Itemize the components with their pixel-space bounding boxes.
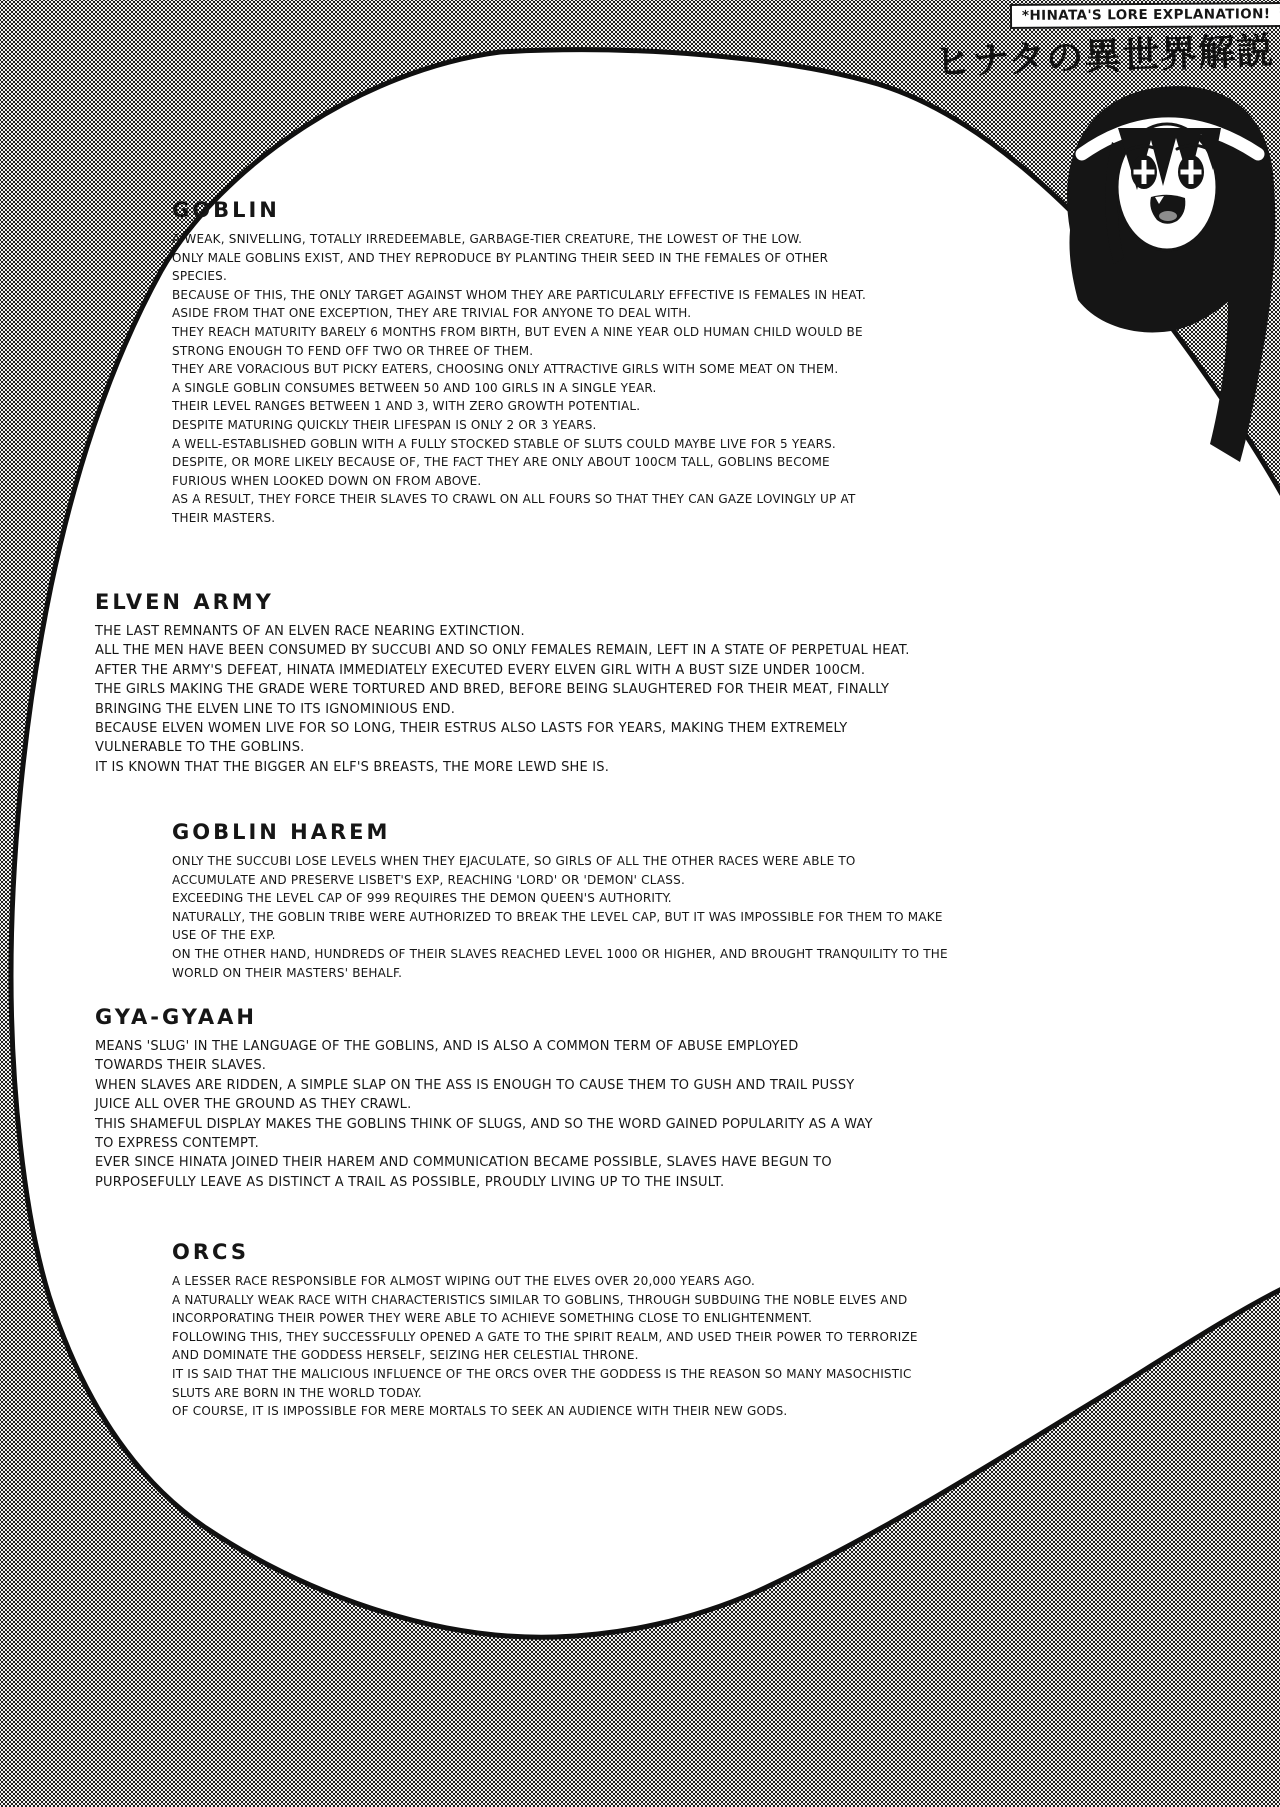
eye-right — [1178, 155, 1204, 189]
section-elven-army — [95, 590, 910, 777]
section-heading-goblin: GOBLIN — [172, 198, 280, 222]
lore-line: FOLLOWING THIS, THEY SUCCESSFULLY OPENED A GATE TO THE SPIRIT REALM, AND USED THEIR POWER TO TERRORIZE — [172, 1329, 918, 1344]
lore-line: THE LAST REMNANTS OF AN ELVEN RACE NEARING EXTINCTION. — [95, 624, 525, 639]
lore-line: PURPOSEFULLY LEAVE AS DISTINCT A TRAIL AS POSSIBLE, PROUDLY LIVING UP TO THE INSULT. — [95, 1174, 725, 1190]
lore-line: ACCUMULATE AND PRESERVE LISBET'S EXP, REACHING 'LORD' OR 'DEMON' CLASS. — [172, 872, 685, 887]
lore-line: A NATURALLY WEAK RACE WITH CHARACTERISTICS SIMILAR TO GOBLINS, THROUGH SUBDUING THE NOBLE ELVES AND — [172, 1292, 908, 1307]
section-gya-gyaah — [95, 1005, 873, 1192]
lore-line: TOWARDS THEIR SLAVES. — [95, 1058, 267, 1074]
lore-line: STRONG ENOUGH TO FEND OFF TWO OR THREE OF THEM. — [172, 343, 534, 358]
section-orcs — [172, 1240, 918, 1421]
lore-line: TO EXPRESS CONTEMPT. — [95, 1135, 259, 1151]
lore-line: THE GIRLS MAKING THE GRADE WERE TORTURED AND BRED, BEFORE BEING SLAUGHTERED FOR THEIR MEAT, FINALLY — [95, 682, 890, 698]
lore-line: INCORPORATING THEIR POWER THEY WERE ABLE TO ACHIEVE SOMETHING CLOSE TO ENLIGHTENMENT. — [172, 1311, 813, 1326]
title-tag-text: *HINATA'S LORE EXPLANATION! — [1021, 6, 1271, 24]
lore-line: AND DOMINATE THE GODDESS HERSELF, SEIZING HER CELESTIAL THRONE. — [172, 1348, 639, 1363]
lore-line: BRINGING THE ELVEN LINE TO ITS IGNOMINIOUS END. — [95, 701, 456, 717]
lore-line: ONLY THE SUCCUBI LOSE LEVELS WHEN THEY EJACULATE, SO GIRLS OF ALL THE OTHER RACES WERE ABLE TO — [172, 854, 856, 868]
lore-line: WORLD ON THEIR MASTERS' BEHALF. — [172, 965, 403, 980]
lore-line: ASIDE FROM THAT ONE EXCEPTION, THEY ARE TRIVIAL FOR ANYONE TO DEAL WITH. — [172, 306, 692, 321]
section-heading-gya-gyaah: GYA-GYAAH — [95, 1005, 257, 1029]
section-heading-goblin-harem: GOBLIN HAREM — [172, 820, 391, 844]
lore-line: JUICE ALL OVER THE GROUND AS THEY CRAWL. — [95, 1097, 412, 1113]
jp-title-text: ヒナタの異世界解説 — [933, 29, 1275, 84]
lore-line: THEY REACH MATURITY BARELY 6 MONTHS FROM BIRTH, BUT EVEN A NINE YEAR OLD HUMAN CHILD WOULD BE — [172, 324, 863, 339]
lore-line: IT IS SAID THAT THE MALICIOUS INFLUENCE OF THE ORCS OVER THE GODDESS IS THE REASON SO MANY MASOCHISTIC — [172, 1366, 912, 1381]
lore-line: A SINGLE GOBLIN CONSUMES BETWEEN 50 AND 100 GIRLS IN A SINGLE YEAR. — [172, 380, 657, 395]
section-goblin-harem — [172, 820, 948, 982]
lore-line: THEIR MASTERS. — [172, 510, 276, 525]
lore-line: NATURALLY, THE GOBLIN TRIBE WERE AUTHORIZED TO BREAK THE LEVEL CAP, BUT IT WAS IMPOSSIBLE FOR THEM TO MAKE — [172, 909, 943, 924]
lore-line: SLUTS ARE BORN IN THE WORLD TODAY. — [172, 1385, 422, 1400]
lore-line: THEIR LEVEL RANGES BETWEEN 1 AND 3, WITH ZERO GROWTH POTENTIAL. — [172, 399, 641, 414]
lore-line: A WELL-ESTABLISHED GOBLIN WITH A FULLY STOCKED STABLE OF SLUTS COULD MAYBE LIVE FOR 5 YEARS. — [172, 436, 836, 451]
lore-line: MEANS 'SLUG' IN THE LANGUAGE OF THE GOBLINS, AND IS ALSO A COMMON TERM OF ABUSE EMPLOYED — [95, 1039, 799, 1054]
lore-line: OF COURSE, IT IS IMPOSSIBLE FOR MERE MORTALS TO SEEK AN AUDIENCE WITH THEIR NEW GODS. — [172, 1404, 788, 1419]
section-heading-orcs: ORCS — [172, 1240, 249, 1264]
lore-line: ONLY MALE GOBLINS EXIST, AND THEY REPRODUCE BY PLANTING THEIR SEED IN THE FEMALES OF OTHER — [172, 250, 829, 265]
lore-line: AS A RESULT, THEY FORCE THEIR SLAVES TO CRAWL ON ALL FOURS SO THAT THEY CAN GAZE LOVINGLY UP AT — [172, 492, 856, 507]
lore-line: AFTER THE ARMY'S DEFEAT, HINATA IMMEDIATELY EXECUTED EVERY ELVEN GIRL WITH A BUST SIZE UNDER 100CM. — [95, 662, 866, 678]
section-goblin — [172, 198, 866, 528]
lore-line: WHEN SLAVES ARE RIDDEN, A SIMPLE SLAP ON THE ASS IS ENOUGH TO CAUSE THEM TO GUSH AND TRAIL PUSSY — [95, 1077, 855, 1093]
lore-line: DESPITE, OR MORE LIKELY BECAUSE OF, THE FACT THEY ARE ONLY ABOUT 100CM TALL, GOBLINS BECOME — [172, 455, 830, 470]
lore-line: A WEAK, SNIVELLING, TOTALLY IRREDEEMABLE, GARBAGE-TIER CREATURE, THE LOWEST OF THE LOW. — [172, 232, 803, 246]
lore-line: EXCEEDING THE LEVEL CAP OF 999 REQUIRES THE DEMON QUEEN'S AUTHORITY. — [172, 891, 672, 906]
eye-left — [1131, 155, 1157, 189]
lore-line: VULNERABLE TO THE GOBLINS. — [95, 740, 305, 756]
section-heading-elven-army: ELVEN ARMY — [95, 590, 274, 614]
lore-line: EVER SINCE HINATA JOINED THEIR HAREM AND COMMUNICATION BECAME POSSIBLE, SLAVES HAVE BEGUN TO — [95, 1155, 832, 1171]
lore-line: BECAUSE OF THIS, THE ONLY TARGET AGAINST WHOM THEY ARE PARTICULARLY EFFECTIVE IS FEMALES IN HEAT. — [172, 287, 866, 302]
lore-line: A LESSER RACE RESPONSIBLE FOR ALMOST WIPING OUT THE ELVES OVER 20,000 YEARS AGO. — [172, 1274, 756, 1288]
lore-line: ON THE OTHER HAND, HUNDREDS OF THEIR SLAVES REACHED LEVEL 1000 OR HIGHER, AND BROUGHT TRANQUILITY TO THE — [172, 946, 948, 961]
lore-line: THIS SHAMEFUL DISPLAY MAKES THE GOBLINS THINK OF SLUGS, AND SO THE WORD GAINED POPULARITY AS A WAY — [95, 1116, 873, 1132]
lore-line: USE OF THE EXP. — [172, 928, 276, 943]
lore-line: IT IS KNOWN THAT THE BIGGER AN ELF'S BREASTS, THE MORE LEWD SHE IS. — [95, 759, 610, 775]
lore-line: THEY ARE VORACIOUS BUT PICKY EATERS, CHOOSING ONLY ATTRACTIVE GIRLS WITH SOME MEAT ON THEM. — [172, 362, 839, 377]
lore-line: BECAUSE ELVEN WOMEN LIVE FOR SO LONG, THEIR ESTRUS ALSO LASTS FOR YEARS, MAKING THEM EXTREMELY — [95, 720, 848, 736]
lore-line: ALL THE MEN HAVE BEEN CONSUMED BY SUCCUBI AND SO ONLY FEMALES REMAIN, LEFT IN A STATE OF PERPETUAL HEAT. — [95, 643, 910, 659]
lore-line: FURIOUS WHEN LOOKED DOWN ON FROM ABOVE. — [172, 473, 482, 488]
lore-line: DESPITE MATURING QUICKLY THEIR LIFESPAN IS ONLY 2 OR 3 YEARS. — [172, 417, 597, 432]
lore-line: SPECIES. — [172, 269, 227, 284]
